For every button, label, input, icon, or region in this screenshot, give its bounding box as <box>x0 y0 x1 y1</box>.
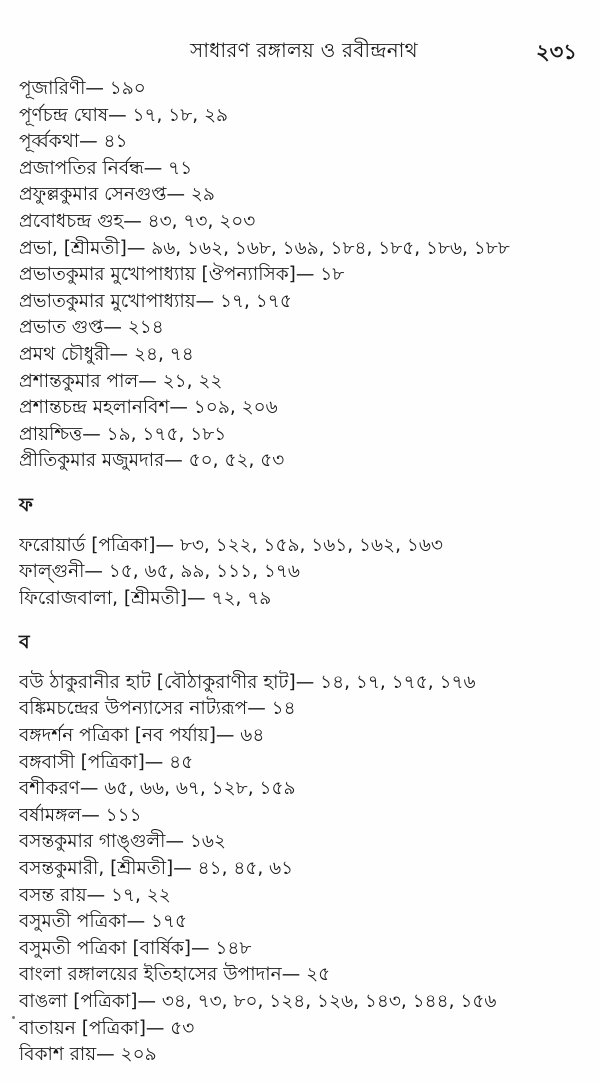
index-entry: পূজারিণী— ১৯০ <box>19 78 146 99</box>
index-entry: বশীকরণ— ৬৫, ৬৬, ৬৭, ১২৮, ১৫৯ <box>19 778 296 800</box>
print-speck <box>12 1016 15 1019</box>
index-entry: পূর্ব্বকথা— ৪১ <box>19 131 128 153</box>
index-entry: বিকাশ রায়— ২০৯ <box>19 1044 157 1066</box>
index-entry: বঙ্গবাসী [পত্রিকা]— ৪৫ <box>19 751 194 773</box>
index-entry: প্রীতিকুমার মজুমদার— ৫০, ৫২, ৫৩ <box>19 450 285 472</box>
index-list <box>19 76 589 1069</box>
index-entry: বাঙলা [পত্রিকা]— ৩৪, ৭৩, ৮০, ১২৪, ১২৬, ১৪৩, ১৪৪, ১৫৬ <box>19 991 497 1012</box>
index-entry: পূর্ণচন্দ্র ঘোষ— ১৭, ১৮, ২৯ <box>19 104 229 126</box>
section-letter-ph: ফ <box>19 493 33 516</box>
index-entry: বর্ষামঙ্গল— ১১১ <box>19 804 142 826</box>
page-header <box>0 36 600 66</box>
index-entry: বসুমতী পত্রিকা— ১৭৫ <box>19 911 188 933</box>
index-entry: ফিরোজবালা, [শ্রীমতী]— ৭২, ৭৯ <box>19 587 272 609</box>
index-entry: ফরোয়ার্ড [পত্রিকা]— ৮৩, ১২২, ১৫৯, ১৬১, ১৬২, ১৬৩ <box>19 534 443 556</box>
index-entry: প্রফুল্লকুমার সেনগুপ্ত— ২৯ <box>19 184 215 206</box>
index-entry: বসন্ত রায়— ১৭, ২২ <box>19 884 171 906</box>
index-entry: প্রভাতকুমার মুখোপাধ্যায় [ঔপন্যাসিক]— ১৮ <box>19 264 345 286</box>
index-entry: প্রশান্তচন্দ্র মহলানবিশ— ১০৯, ২০৬ <box>19 397 278 419</box>
running-title: সাধারণ রঙ্গালয় ও রবীন্দ্রনাথ <box>190 38 418 62</box>
section-spacer <box>19 656 589 670</box>
index-entry: প্রবোধচন্দ্র গুহ— ৪৩, ৭৩, ২০৩ <box>19 210 256 232</box>
index-entry: বসন্তকুমারী, [শ্রীমতী]— ৪১, ৪৫, ৬১ <box>19 858 294 880</box>
index-entry: বাংলা রঙ্গালয়ের ইতিহাসের উপাদান— ২৫ <box>19 964 331 986</box>
index-entry: প্রভাতকুমার মুখোপাধ্যায়— ১৭, ১৭৫ <box>19 290 292 312</box>
index-entry: প্রায়শ্চিত্ত— ১৯, ১৭৫, ১৮১ <box>19 423 227 445</box>
index-entry: বসুমতী পত্রিকা [বার্ষিক]— ১৪৮ <box>19 937 252 959</box>
index-entry: বঙ্গদর্শন পত্রিকা [নব পর্যায়]— ৬৪ <box>19 725 265 747</box>
index-entry: প্রভাত গুপ্ত— ২১৪ <box>19 317 164 339</box>
index-entry: প্রমথ চৌধুরী— ২৪, ৭৪ <box>19 343 194 365</box>
index-entry: বউ ঠাকুরানীর হাট [বৌঠাকুরাণীর হাট]— ১৪, ১৭, ১৭৫, ১৭৬ <box>19 671 476 693</box>
index-entry: বাতায়ন [পত্রিকা]— ৫৩ <box>19 1017 195 1039</box>
page-number: ২৩১ <box>536 40 577 64</box>
section-spacer <box>19 519 589 533</box>
index-entry: বঙ্কিমচন্দ্রের উপন্যাসের নাট্যরূপ— ১৪ <box>19 698 296 720</box>
index-entry: বসন্তকুমার গাঙ্গুলী— ১৬২ <box>19 831 226 853</box>
index-entry: ফাল্গুনী— ১৫, ৬৫, ৯৯, ১১১, ১৭৬ <box>19 561 300 583</box>
index-entry: প্রভা, [শ্রীমতী]— ৯৬, ১৬২, ১৬৮, ১৬৯, ১৮৪, ১৮৫, ১৮৬, ১৮৮ <box>19 237 510 259</box>
index-entry: প্রজাপতির নির্বন্ধ— ৭১ <box>19 157 193 179</box>
index-entry: প্রশান্তকুমার পাল— ২১, ২২ <box>19 370 223 392</box>
section-spacer <box>19 612 589 629</box>
section-spacer <box>19 475 589 492</box>
section-letter-b: ব <box>19 631 30 654</box>
